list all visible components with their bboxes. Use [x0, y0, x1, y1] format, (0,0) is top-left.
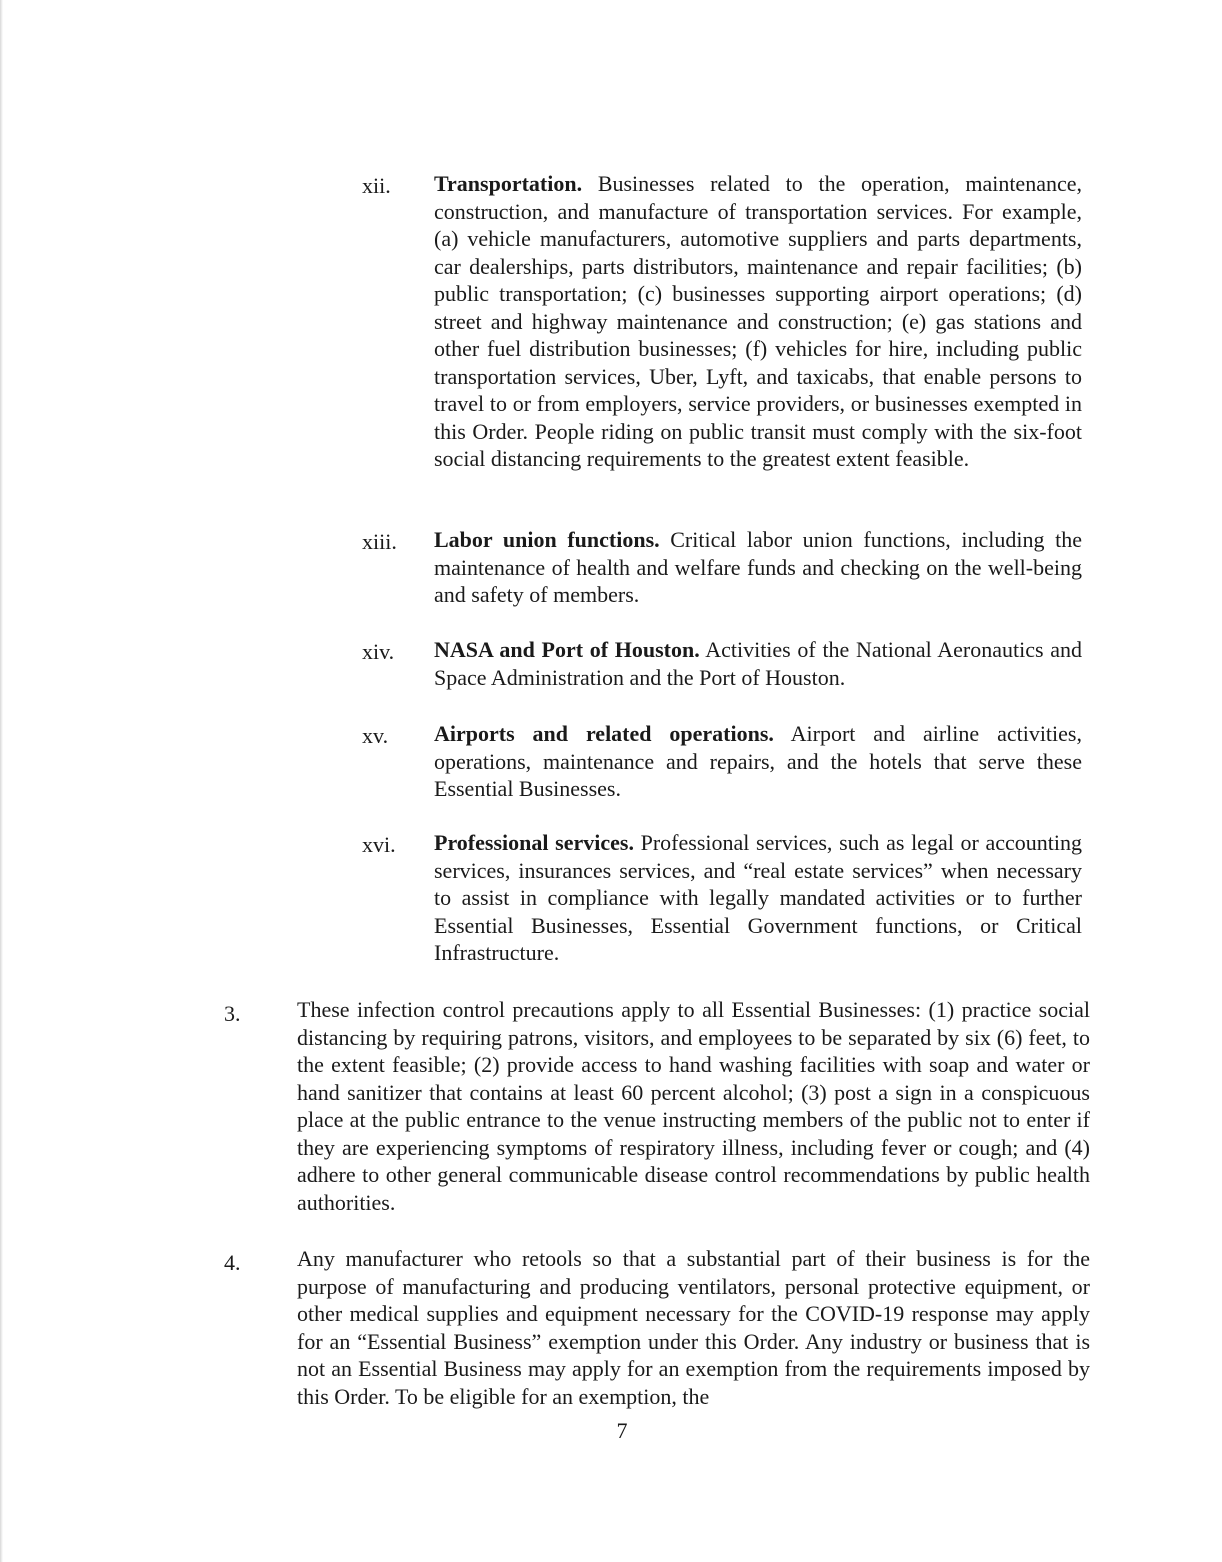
scan-edge	[0, 0, 3, 1562]
subitem-number: xiii.	[362, 529, 397, 554]
paragraph-body: These infection control precautions apply to all Essential Businesses: (1) practice social distancing by requiring patrons, visitors, and employees to be separated by six (6) feet, to the extent feasible; (2) provide access to hand washing facilities with soap and water or hand sanitizer that contains at least 60 percent alcohol; (3) post a sign in a conspicuous place at the public entrance to the venue instructing members of the public not to enter if they are experiencing symptoms of respiratory illness, including fever or cough; and (4) adhere to other general communicable disease control recommendations by public health authorities.	[297, 997, 1090, 1215]
subitem-number: xiv.	[362, 639, 395, 664]
page-number: 7	[616, 1418, 628, 1443]
subitem-text	[434, 720, 1082, 803]
subitem-body: Professional services, such as legal or accounting services, insurances services, and “real estate services” when necessary to assist in compliance with legally mandated activities or to further Essential Businesses, Essential Government functions, or Critical Infrastructure.	[434, 830, 1082, 965]
subitem-body: Critical labor union functions, including the maintenance of health and welfare funds and checking on the well-being and safety of members.	[434, 527, 1082, 607]
paragraph-number: 3.	[224, 1001, 241, 1026]
subitem-number: xv.	[362, 723, 389, 748]
paragraph-number: 4.	[224, 1250, 241, 1275]
subitem-body: Businesses related to the operation, maintenance, construction, and manufacture of transportation services. For example, (a) vehicle manufacturers, automotive suppliers and parts departments, car dealerships, parts distributors, maintenance and repair facilities; (b) public transportation; (c) businesses supporting airport operations; (d) street and highway maintenance and construction; (e) gas stations and other fuel distribution businesses; (f) vehicles for hire, including public transportation services, Uber, Lyft, and taxicabs, that enable persons to travel to or from employers, service providers, or businesses exempted in this Order. People riding on public transit must comply with the six-foot social distancing requirements to the greatest extent feasible.	[434, 171, 1082, 471]
subitem-text	[434, 526, 1082, 609]
subitem-heading: Airports and related operations.	[434, 721, 774, 746]
subitem-body: Activities of the National Aeronautics and Space Administration and the Port of Houston.	[434, 637, 1082, 690]
subitem-text	[434, 170, 1082, 473]
subitem-heading: Professional services.	[434, 830, 634, 855]
subitem-body: Airport and airline activities, operations, maintenance and repairs, and the hotels that serve these Essential Businesses.	[434, 721, 1082, 801]
subitem-heading: Transportation.	[434, 171, 583, 196]
subitem-number: xii.	[362, 173, 391, 198]
paragraph-body: Any manufacturer who retools so that a substantial part of their business is for the purpose of manufacturing and producing ventilators, personal protective equipment, or other medical supplies and equipment necessary for the COVID-19 response may apply for an “Essential Business” exemption under this Order. Any industry or business that is not an Essential Business may apply for an exemption from the requirements imposed by this Order. To be eligible for an exemption, the	[297, 1246, 1090, 1409]
subitem-number: xvi.	[362, 832, 396, 857]
subitem-heading: NASA and Port of Houston.	[434, 637, 700, 662]
subitem-text	[434, 829, 1082, 967]
subitem-heading: Labor union functions.	[434, 527, 660, 552]
subitem-text	[434, 636, 1082, 691]
